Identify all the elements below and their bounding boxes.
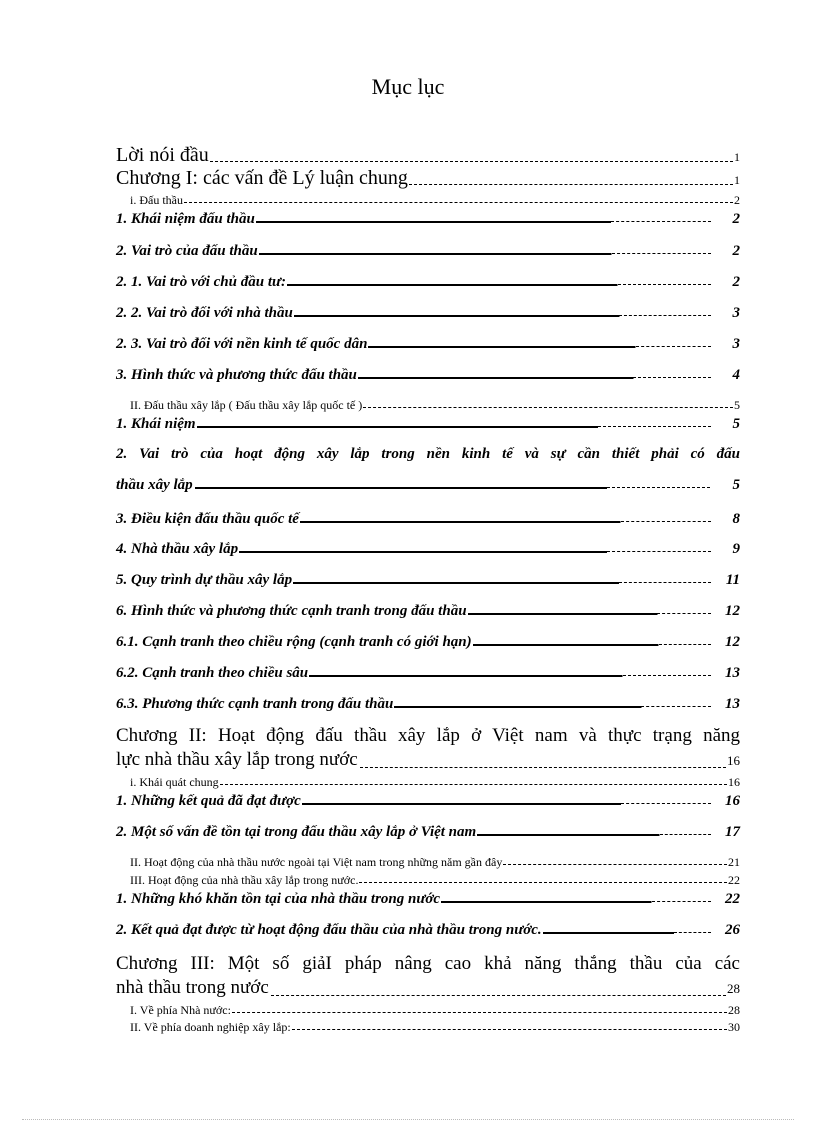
toc-entry-page: 21: [728, 855, 740, 869]
toc-entry-page: 22: [725, 891, 740, 907]
toc-entry-page: 2: [734, 193, 740, 207]
toc-leader: [293, 582, 711, 584]
toc-entry-label: 2. Vai trò của đấu thầu: [116, 243, 258, 259]
toc-entry-page: 1: [734, 173, 740, 187]
toc-leader: [292, 1029, 727, 1030]
toc-entry-label: 2. 1. Vai trò với chủ đầu tư:: [116, 274, 286, 290]
toc-leader: [271, 995, 726, 996]
toc-entry-page: 2: [732, 274, 740, 290]
toc-entry[interactable]: [130, 775, 740, 790]
toc-entry-label: 4. Nhà thầu xây lắp: [116, 541, 239, 557]
toc-entry-label-continued: nhà thầu trong nước: [116, 977, 269, 998]
toc-leader: [360, 767, 726, 768]
toc-entry-label: Lời nói đầu: [116, 144, 209, 166]
toc-entry[interactable]: [116, 144, 740, 167]
toc-entry-label: 1. Những khó khăn tồn tại của nhà thầu trong nước: [116, 891, 441, 907]
toc-entry-page: 5: [732, 477, 740, 493]
toc-entry-page: 26: [725, 922, 740, 938]
toc-entry[interactable]: [116, 696, 740, 713]
toc-entry-page: 16: [727, 753, 740, 768]
toc-entry[interactable]: [116, 824, 740, 841]
toc-entry[interactable]: [116, 541, 740, 558]
toc-entry-page: 12: [725, 603, 740, 619]
toc-entry-label: 2. Kết quả đạt được từ hoạt động đấu thầu của nhà thầu trong nước.: [116, 922, 542, 938]
toc-leader: [294, 315, 711, 317]
page-bottom-divider: [22, 1119, 794, 1120]
toc-entry-label: II. Về phía doanh nghiệp xây lắp:: [130, 1020, 291, 1034]
toc-entry-page: 16: [728, 775, 740, 789]
toc-entry[interactable]: [116, 367, 740, 384]
toc-leader: [358, 377, 711, 379]
toc-leader: [300, 521, 711, 523]
toc-entry[interactable]: [116, 793, 740, 810]
toc-leader: [309, 675, 711, 677]
toc-entry[interactable]: [130, 1003, 740, 1018]
toc-leader: [503, 864, 727, 865]
toc-entry[interactable]: [116, 305, 740, 322]
toc-entry[interactable]: [130, 398, 740, 413]
toc-leader: [409, 184, 733, 185]
toc-entry-page: 9: [732, 541, 740, 557]
toc-entry[interactable]: [116, 416, 740, 433]
toc-entry[interactable]: [116, 665, 740, 682]
toc-entry[interactable]: [116, 446, 740, 494]
toc-entry-label: 2. 3. Vai trò đối với nền kinh tế quốc dân: [116, 336, 368, 352]
toc-entry[interactable]: [130, 873, 740, 888]
toc-entry[interactable]: [116, 167, 740, 190]
toc-entry-page: 3: [732, 336, 740, 352]
toc-entry[interactable]: [116, 724, 740, 773]
toc-entry-label: 2. Một số vấn đề tồn tại trong đấu thầu xây lắp ở Việt nam: [116, 824, 477, 840]
toc-entry[interactable]: [116, 603, 740, 620]
toc-entry-page: 28: [728, 1003, 740, 1017]
toc-entry[interactable]: [116, 243, 740, 260]
toc-entry[interactable]: [116, 511, 740, 528]
toc-leader: [232, 1012, 727, 1013]
toc-entry-page: 16: [725, 793, 740, 809]
toc-entry[interactable]: [130, 193, 740, 208]
toc-entry-label-continued: thầu xây lắp: [116, 477, 193, 493]
toc-entry-page: 28: [727, 981, 740, 996]
toc-entry-page: 2: [732, 211, 740, 227]
toc-entry[interactable]: [116, 891, 740, 908]
toc-entry-page: 12: [725, 634, 740, 650]
toc-entry-page: 1: [734, 150, 740, 164]
toc-entry-label: 6.3. Phương thức cạnh tranh trong đấu thầu: [116, 696, 394, 712]
toc-entry-label: 1. Khái niệm: [116, 416, 196, 432]
toc-entry-page: 5: [734, 398, 740, 412]
toc-entry-page: 8: [732, 511, 740, 527]
toc-entry-label: 6. Hình thức và phương thức cạnh tranh trong đấu thầu: [116, 603, 467, 619]
toc-entry-page: 13: [725, 665, 740, 681]
toc-entry-page: 13: [725, 696, 740, 712]
toc-entry[interactable]: [116, 952, 740, 1001]
toc-entry-label: II. Hoạt động của nhà thầu nước ngoài tại Việt nam trong những năm gần đây: [130, 855, 503, 869]
toc-leader: [363, 407, 733, 408]
toc-entry-label: Chương III: Một số giảI pháp nâng cao khả năng thắng thầu của các: [116, 953, 740, 974]
toc-entry-label: 6.2. Cạnh tranh theo chiều sâu: [116, 665, 309, 681]
toc-entry[interactable]: [130, 1020, 740, 1035]
toc-leader: [441, 901, 711, 903]
toc-entry-label: 5. Quy trình dự thầu xây lắp: [116, 572, 293, 588]
toc-entry-label: 2. 2. Vai trò đối với nhà thầu: [116, 305, 293, 321]
toc-entry-label: i. Đấu thầu: [130, 193, 183, 207]
toc-entry-label: III. Hoạt động của nhà thầu xây lắp trong nước.: [130, 873, 359, 887]
toc-entry[interactable]: [116, 211, 740, 228]
toc-leader: [287, 284, 711, 286]
toc-entry-page: 30: [728, 1020, 740, 1034]
toc-entry-page: 4: [732, 367, 740, 383]
toc-entry[interactable]: [116, 634, 740, 651]
toc-leader: [184, 202, 733, 203]
toc-leader: [359, 882, 727, 883]
toc-entry-page: 22: [728, 873, 740, 887]
toc-leader: [468, 613, 711, 615]
toc-leader: [220, 784, 727, 785]
toc-entry-label: Chương I: các vấn đề Lý luận chung: [116, 167, 408, 189]
toc-entry-page: 11: [725, 572, 740, 588]
toc-leader: [195, 487, 710, 489]
toc-entry-label: 2. Vai trò của hoạt động xây lắp trong nền kinh tế và sự cần thiết phải có đấu: [116, 446, 740, 462]
toc-leader: [239, 551, 711, 553]
toc-entry-page: 2: [732, 243, 740, 259]
toc-entry-label: i. Khái quát chung: [130, 775, 219, 789]
toc-entry[interactable]: [130, 855, 740, 870]
toc-leader: [302, 803, 711, 805]
toc-leader: [210, 161, 733, 162]
toc-entry-label-continued: lực nhà thầu xây lắp trong nước: [116, 749, 358, 770]
toc-entry-label: 3. Hình thức và phương thức đấu thầu: [116, 367, 357, 383]
toc-entry-label: II. Đấu thầu xây lắp ( Đấu thầu xây lắp quốc tế ): [130, 398, 363, 412]
toc-leader: [543, 932, 711, 934]
toc-entry-page: 17: [725, 824, 740, 840]
toc-leader: [256, 221, 711, 223]
toc-entry[interactable]: [116, 336, 740, 353]
toc-entry-label: I. Về phía Nhà nước:: [130, 1003, 231, 1017]
toc-leader: [368, 346, 711, 348]
toc-entry[interactable]: [116, 274, 740, 291]
toc-entry-label: 1. Những kết quả đã đạt được: [116, 793, 301, 809]
toc-leader: [477, 834, 711, 836]
toc-leader: [197, 426, 711, 428]
toc-leader: [473, 644, 711, 646]
page-title: Mục lục: [371, 74, 445, 99]
toc-entry-page: 3: [732, 305, 740, 321]
toc-entry-label: 1. Khái niệm đấu thầu: [116, 211, 255, 227]
toc-leader: [259, 253, 711, 255]
toc-leader: [394, 706, 711, 708]
toc-entry[interactable]: [116, 572, 740, 589]
toc-entry-label: Chương II: Hoạt động đấu thầu xây lắp ở Việt nam và thực trạng năng: [116, 725, 740, 746]
toc-entry-label: 3. Điều kiện đấu thầu quốc tế: [116, 511, 299, 527]
toc-entry-page: 5: [732, 416, 740, 432]
toc-entry-label: 6.1. Cạnh tranh theo chiều rộng (cạnh tranh có giới hạn): [116, 634, 472, 650]
toc-entry[interactable]: [116, 922, 740, 939]
